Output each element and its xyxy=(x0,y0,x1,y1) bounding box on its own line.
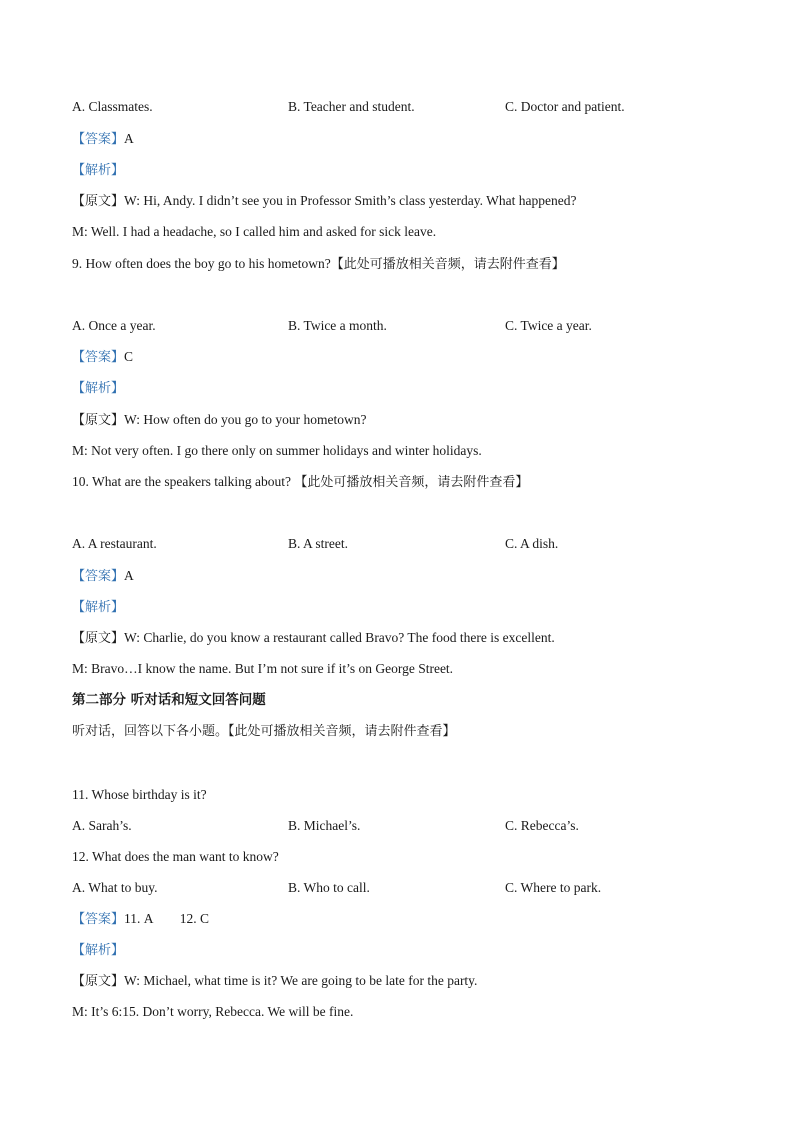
section-heading: 第二部分 听对话和短文回答问题 xyxy=(72,692,266,708)
q9-answer xyxy=(72,348,133,367)
option-c: C. Doctor and patient. xyxy=(505,99,625,114)
q8-transcript-line2: M: Well. I had a headache, so I called him and asked for sick leave. xyxy=(72,224,437,239)
q8-analysis xyxy=(72,161,124,180)
option-c: C. A dish. xyxy=(505,536,559,551)
q9-analysis xyxy=(72,379,124,398)
option-a: A. Once a year. xyxy=(72,318,156,333)
q8-answer xyxy=(72,130,134,149)
option-a: A. Sarah’s. xyxy=(72,818,132,833)
answer-tag: 【答案】 xyxy=(72,350,125,365)
answer-value: A xyxy=(124,568,134,583)
q8-transcript xyxy=(72,192,576,211)
answer-tag: 【答案】 xyxy=(72,912,125,927)
q11-12-transcript-line2: M: It’s 6:15. Don’t worry, Rebecca. We will be fine. xyxy=(72,1004,354,1019)
transcript-text: W: How often do you go to your hometown? xyxy=(124,412,367,427)
transcript-tag: 【原文】 xyxy=(72,631,125,646)
analysis-tag: 【解析】 xyxy=(72,600,125,615)
analysis-tag: 【解析】 xyxy=(72,381,125,396)
option-c: C. Rebecca’s. xyxy=(505,818,579,833)
q11-12-analysis xyxy=(72,941,124,960)
analysis-tag: 【解析】 xyxy=(72,163,125,178)
transcript-tag: 【原文】 xyxy=(72,194,125,209)
audio-note: 【此处可播放相关音频，请去附件查看】 xyxy=(294,475,529,490)
answer-value: A xyxy=(124,131,134,146)
q9-question xyxy=(72,255,565,274)
question-text: 9. How often does the boy go to his hometown? xyxy=(72,256,331,271)
q10-question xyxy=(72,473,528,492)
option-b: B. Michael’s. xyxy=(288,818,361,833)
question-text: 10. What are the speakers talking about? xyxy=(72,474,295,489)
section-instruction: 听对话，回答以下各小题。【此处可播放相关音频，请去附件查看】 xyxy=(72,724,456,739)
answer-tag: 【答案】 xyxy=(72,132,125,147)
q10-analysis xyxy=(72,598,124,617)
q11-12-transcript xyxy=(72,972,477,991)
answer-value: 11. A 12. C xyxy=(124,911,210,926)
option-a: A. A restaurant. xyxy=(72,536,157,551)
q10-answer xyxy=(72,567,134,586)
audio-note: 【此处可播放相关音频，请去附件查看】 xyxy=(330,257,565,272)
transcript-tag: 【原文】 xyxy=(72,974,125,989)
q12-question: 12. What does the man want to know? xyxy=(72,849,279,864)
option-c: C. Where to park. xyxy=(505,880,602,895)
q9-transcript-line2: M: Not very often. I go there only on summer holidays and winter holidays. xyxy=(72,443,482,458)
option-b: B. Teacher and student. xyxy=(288,99,415,114)
option-b: B. Who to call. xyxy=(288,880,370,895)
analysis-tag: 【解析】 xyxy=(72,943,125,958)
transcript-text: W: Hi, Andy. I didn’t see you in Professor Smith’s class yesterday. What happened? xyxy=(124,193,577,208)
transcript-tag: 【原文】 xyxy=(72,413,125,428)
transcript-text: W: Charlie, do you know a restaurant called Bravo? The food there is excellent. xyxy=(124,630,555,645)
q9-transcript xyxy=(72,411,366,430)
option-c: C. Twice a year. xyxy=(505,318,592,333)
q11-12-answer xyxy=(72,910,209,929)
option-a: A. Classmates. xyxy=(72,99,153,114)
option-a: A. What to buy. xyxy=(72,880,158,895)
q10-transcript-line2: M: Bravo…I know the name. But I’m not sure if it’s on George Street. xyxy=(72,661,454,676)
q10-transcript xyxy=(72,629,555,648)
answer-tag: 【答案】 xyxy=(72,569,125,584)
transcript-text: W: Michael, what time is it? We are going to be late for the party. xyxy=(124,973,478,988)
q11-question: 11. Whose birthday is it? xyxy=(72,787,207,802)
option-b: B. Twice a month. xyxy=(288,318,387,333)
option-b: B. A street. xyxy=(288,536,348,551)
answer-value: C xyxy=(124,349,134,364)
